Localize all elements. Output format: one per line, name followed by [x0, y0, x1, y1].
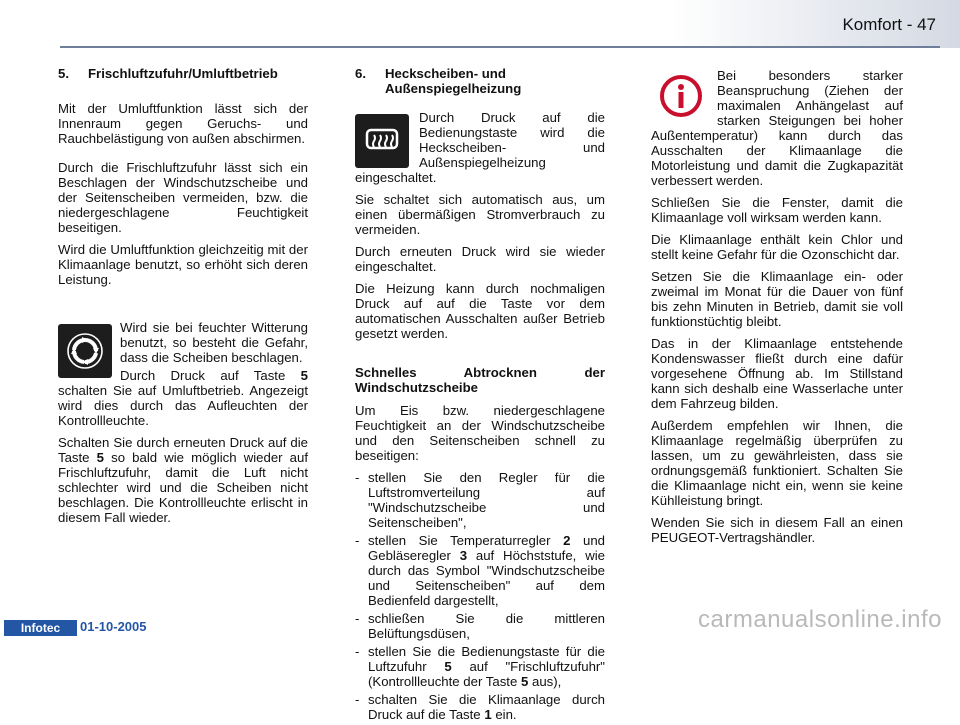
footer-date: 01-10-2005	[80, 619, 147, 634]
paragraph: Um Eis bzw. niedergeschlagene Feuchtigkeit an der Windschutzscheibe und den Seitenscheiben schnell zu beseitigen:	[355, 403, 605, 463]
paragraph: Mit der Umluftfunktion lässt sich der Innenraum gegen Geruchs- und Rauchbelästigung von außen abschirmen.	[58, 101, 308, 146]
paragraph: Schließen Sie die Fenster, damit die Klimaanlage voll wirksam werden kann.	[651, 195, 903, 225]
header-bar	[0, 0, 960, 48]
column-right	[651, 68, 903, 552]
column-middle	[355, 66, 605, 725]
paragraph: Setzen Sie die Klimaanlage ein- oder zweimal im Monat für die Dauer von fünf bis zehn Minuten in Betrieb, damit sie voll funktionstüchtig bleibt.	[651, 269, 903, 329]
info-warning-image	[659, 74, 703, 121]
infotec-logo: Infotec	[4, 620, 77, 636]
paragraph: Das in der Klimaanlage entstehende Kondenswasser fließt durch eine dafür vorgesehene Öffnung ab. Im Stillstand kann sich deshalb eine Wasserlache unter dem Fahrzeug bilden.	[651, 336, 903, 411]
paragraph: Schalten Sie durch erneuten Druck auf die Taste 5 so bald wie möglich wieder auf Frischluftzufuhr, damit die Luft nicht schlechter wird und die Scheiben nicht beschlagen. Die Kontrollleuchte erlischt in diesem Fall wieder.	[58, 435, 308, 525]
paragraph: Wird die Umluftfunktion gleichzeitig mit der Klimaanlage benutzt, so erhöht sich deren Leistung.	[58, 242, 308, 287]
section-6-heading: 6. Heckscheiben- und Außenspiegelheizung	[355, 66, 522, 96]
paragraph: Bei besonders starker Beanspruchung (Ziehen der maximalen Anhängelast auf starken Steigungen bei hoher Außentemperatur) kann durch das Ausschalten der Klimaanlage die Motorleistung und damit die Zugkapazität verbessert werden.	[651, 68, 903, 188]
column-left	[58, 66, 308, 532]
paragraph: Durch die Frischluftzufuhr lässt sich ein Beschlagen der Windschutzscheibe und der Seitenscheiben vermeiden, bzw. die niedergeschlagene Feuchtigkeit beseitigen.	[58, 160, 308, 235]
paragraph: Wenden Sie sich in diesem Fall an einen PEUGEOT-Vertragshändler.	[651, 515, 903, 545]
paragraph: Wird sie bei feuchter Witterung benutzt, so besteht die Gefahr, dass die Scheiben beschlagen.	[120, 320, 308, 365]
page-title: Komfort - 47	[842, 15, 936, 34]
paragraph: Außerdem empfehlen wir Ihnen, die Klimaanlage regelmäßig überprüfen zu lassen, um zu gewährleisten, dass sie ordnungsgemäß funktioniert. Schalten Sie die Klimaanlage nicht ein, wenn sie keine Kühlleistung bringt.	[651, 418, 903, 508]
rear-defrost-button-image	[355, 114, 409, 168]
list-item: - stellen Sie Temperaturregler 2 und Gebläseregler 3 auf Höchststufe, wie durch das Symbol "Windschutzscheibe und Seitenscheiben" auf dem Bedienfeld dargestellt,	[355, 533, 605, 608]
list-item: - schalten Sie die Klimaanlage durch Druck auf die Taste 1 ein.	[355, 692, 605, 722]
list-item: - stellen Sie den Regler für die Luftstromverteilung auf "Windschutzscheibe und Seitenscheiben",	[355, 470, 605, 530]
info-icon	[659, 74, 703, 118]
paragraph: Sie schaltet sich automatisch aus, um einen übermäßigen Stromverbrauch zu vermeiden.	[355, 192, 605, 237]
list-item: - stellen Sie die Bedienungstaste für die Luftzufuhr 5 auf "Frischluftzufuhr" (Kontrollleuchte der Taste 5 aus),	[355, 644, 605, 689]
rear-defrost-icon	[355, 114, 409, 168]
paragraph: Durch erneuten Druck wird sie wieder eingeschaltet.	[355, 244, 605, 274]
subsection-heading: Schnelles Abtrocknen der Windschutzscheibe	[355, 365, 605, 395]
list-item: - schließen Sie die mittleren Belüftungsdüsen,	[355, 611, 605, 641]
paragraph: Die Klimaanlage enthält kein Chlor und stellt keine Gefahr für die Ozonschicht dar.	[651, 232, 903, 262]
steps-list	[355, 470, 605, 722]
watermark: carmanualsonline.info	[698, 606, 942, 633]
section-5-heading: 5. Frischluftzufuhr/Umluftbetrieb	[58, 66, 278, 81]
paragraph: Durch Druck auf Taste 5 schalten Sie auf Umluftbetrieb. Angezeigt wird dies durch das Aufleuchten der Kontrollleuchte.	[58, 368, 308, 428]
paragraph: Die Heizung kann durch nochmaligen Druck auf auf die Taste vor dem automatischen Ausschalten außer Betrieb gesetzt werden.	[355, 281, 605, 341]
header-rule	[60, 46, 940, 48]
recirculation-button-image	[58, 324, 112, 378]
recirculation-icon	[58, 324, 112, 378]
paragraph: Durch Druck auf die Bedienungstaste wird die Heckscheiben- und Außenspiegelheizung eingeschaltet.	[355, 110, 605, 185]
